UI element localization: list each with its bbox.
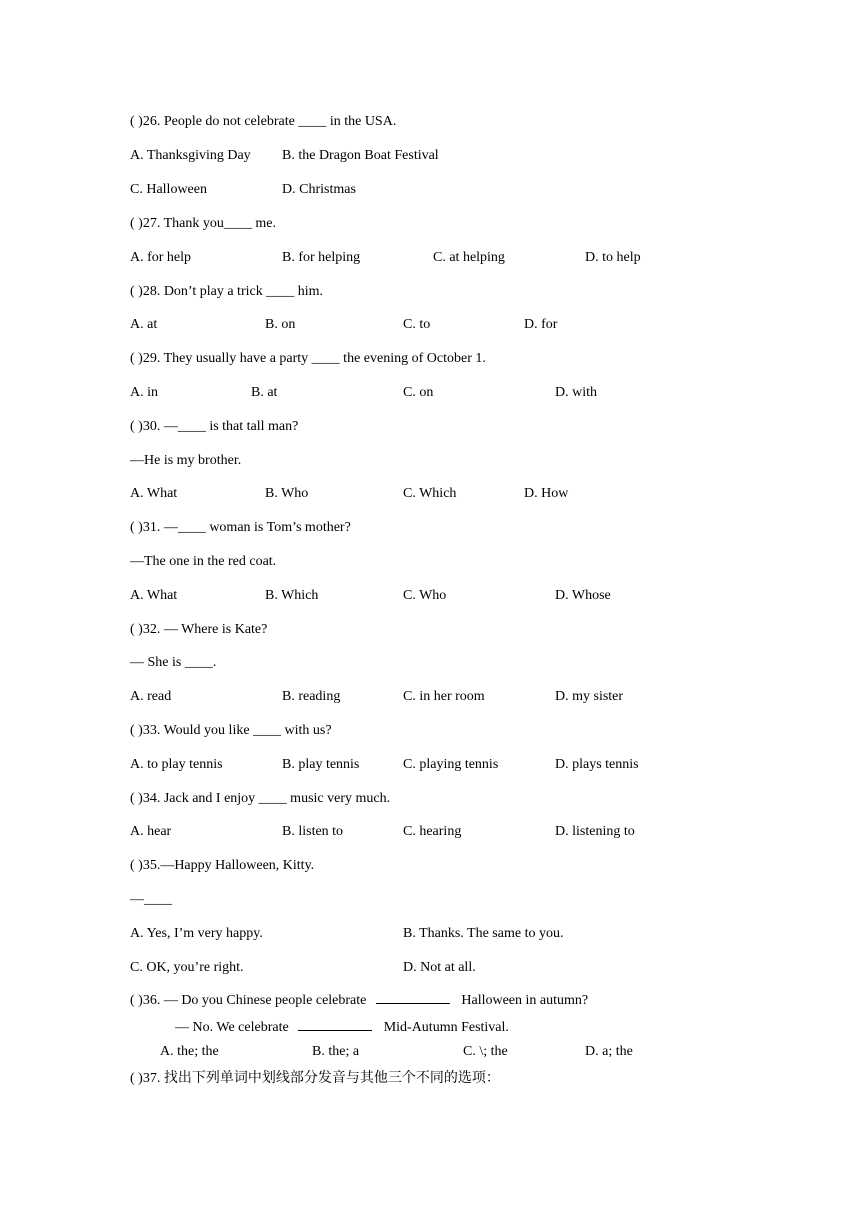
reply-part-a: — No. We celebrate	[175, 1020, 289, 1035]
option-b: B. listen to	[282, 824, 344, 839]
question-26: ( )26. People do not celebrate ____ in the USA.	[130, 114, 397, 129]
option-c: C. Who	[403, 588, 447, 603]
option-b: B. the; a	[312, 1044, 360, 1059]
question-28: ( )28. Don’t play a trick ____ him.	[130, 284, 323, 299]
option-c: C. at helping	[433, 250, 505, 265]
reply-text: —He is my brother.	[130, 453, 242, 468]
option-a: A. What	[130, 588, 178, 603]
option-d: D. to help	[585, 250, 641, 265]
option-a: A. What	[130, 486, 178, 501]
question-30: ( )30. —____ is that tall man?	[130, 419, 299, 434]
option-d: D. Not at all.	[403, 960, 476, 975]
reply-text: — She is ____.	[130, 655, 217, 670]
option-b: B. Which	[265, 588, 319, 603]
option-a: A. the; the	[160, 1044, 219, 1059]
option-a: A. Yes, I’m very happy.	[130, 926, 263, 941]
option-b: B. the Dragon Boat Festival	[282, 148, 439, 163]
option-c: C. Halloween	[130, 182, 207, 197]
option-a: A. for help	[130, 250, 192, 265]
option-b: B. at	[251, 385, 278, 400]
option-d: D. Whose	[555, 588, 611, 603]
option-c: C. Which	[403, 486, 457, 501]
option-a: A. Thanksgiving Day	[130, 148, 251, 163]
reply-part-b: Mid-Autumn Festival.	[383, 1020, 509, 1035]
option-d: D. listening to	[555, 824, 635, 839]
option-d: D. with	[555, 385, 597, 400]
option-b: B. reading	[282, 689, 341, 704]
option-c: C. in her room	[403, 689, 485, 704]
option-a: A. hear	[130, 824, 172, 839]
question-33: ( )33. Would you like ____ with us?	[130, 723, 332, 738]
option-a: A. read	[130, 689, 172, 704]
option-d: D. my sister	[555, 689, 624, 704]
question-37: ( )37. 找出下列单词中划线部分发音与其他三个不同的选项：	[130, 1071, 500, 1086]
option-d: D. for	[524, 317, 558, 332]
question-36-part-a: ( )36. — Do you Chinese people celebrate	[130, 993, 367, 1008]
option-b: B. Thanks. The same to you.	[403, 926, 564, 941]
option-d: D. How	[524, 486, 569, 501]
option-a: A. to play tennis	[130, 757, 223, 772]
reply-text: —The one in the red coat.	[130, 554, 277, 569]
option-c: C. on	[403, 385, 434, 400]
option-c: C. to	[403, 317, 431, 332]
question-27: ( )27. Thank you____ me.	[130, 216, 276, 231]
option-d: D. plays tennis	[555, 757, 639, 772]
option-a: A. in	[130, 385, 158, 400]
question-32: ( )32. — Where is Kate?	[130, 622, 268, 637]
question-35: ( )35.—Happy Halloween, Kitty.	[130, 858, 315, 873]
question-36	[130, 990, 588, 1009]
option-c: C. \; the	[463, 1044, 508, 1059]
question-31: ( )31. —____ woman is Tom’s mother?	[130, 520, 351, 535]
option-a: A. at	[130, 317, 158, 332]
question-36-part-b: Halloween in autumn?	[461, 993, 589, 1008]
answer-blank	[298, 1017, 372, 1031]
option-c: C. hearing	[403, 824, 462, 839]
reply-text: —____	[130, 892, 172, 907]
option-c: C. playing tennis	[403, 757, 499, 772]
option-d: D. a; the	[585, 1044, 633, 1059]
reply-text	[175, 1017, 509, 1036]
option-b: B. Who	[265, 486, 309, 501]
option-b: B. for helping	[282, 250, 361, 265]
option-d: D. Christmas	[282, 182, 356, 197]
option-c: C. OK, you’re right.	[130, 960, 244, 975]
question-34: ( )34. Jack and I enjoy ____ music very much.	[130, 791, 391, 806]
answer-blank	[376, 990, 450, 1004]
option-b: B. on	[265, 317, 296, 332]
question-29: ( )29. They usually have a party ____ the evening of October 1.	[130, 351, 486, 366]
option-b: B. play tennis	[282, 757, 360, 772]
